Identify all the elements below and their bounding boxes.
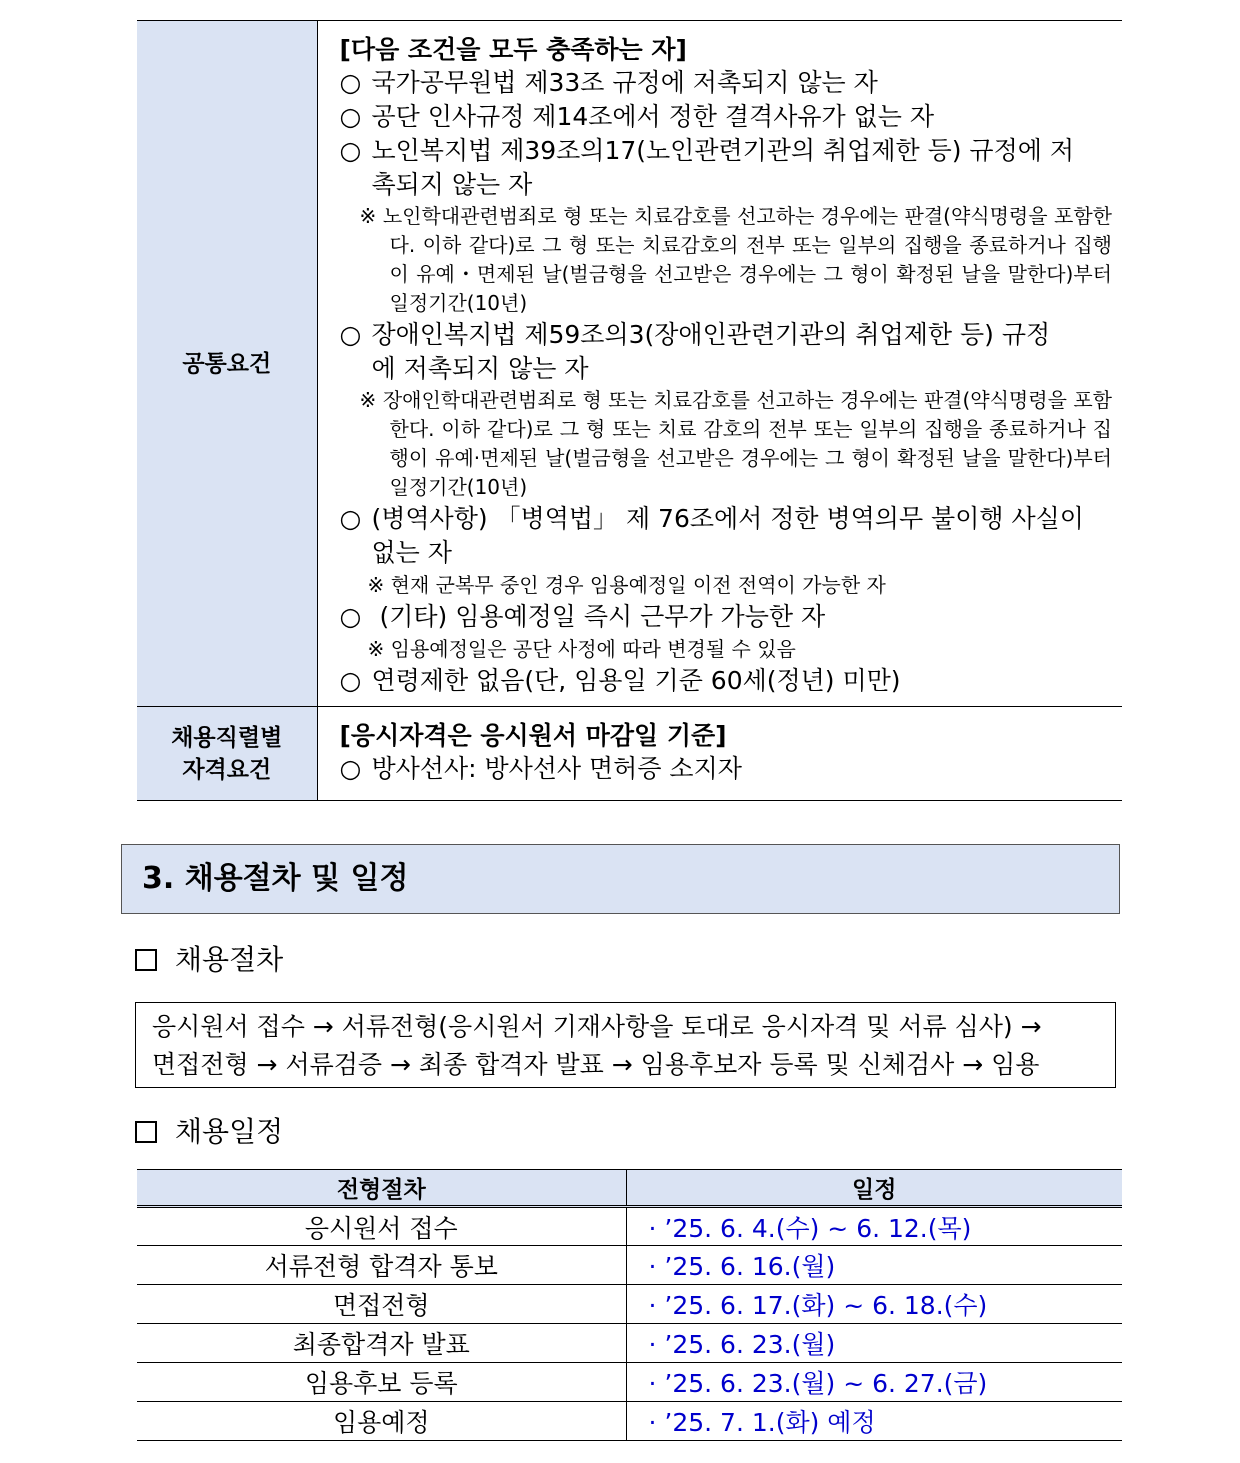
table-row [137, 1246, 1122, 1285]
job-requirements-label: 채용직렬별 자격요건 [137, 707, 317, 801]
circle-bullet: ○ [339, 68, 362, 97]
circle-bullet: ○ [339, 666, 362, 695]
schedule-date: · ’25. 6. 23.(월) [626, 1324, 1122, 1363]
requirement-item: ○ (병역사항) 「병역법」 제 76조에서 정한 병역의무 불이행 사실이 없는 자 [339, 504, 1084, 567]
schedule-date: · ’25. 6. 23.(월) ~ 6. 27.(금) [626, 1363, 1122, 1402]
procedure-line: 응시원서 접수 → 서류전형(응시원서 기재사항을 토대로 응시자격 및 서류 심사) → [152, 1012, 1042, 1041]
requirement-item: ○ 국가공무원법 제33조 규정에 저촉되지 않는 자 [340, 66, 1113, 100]
schedule-step: 응시원서 접수 [137, 1207, 626, 1246]
job-requirements-row [137, 707, 1122, 801]
schedule-table [137, 1169, 1122, 1441]
note-mark: ※ [359, 388, 377, 412]
schedule-date: · ’25. 7. 1.(화) 예정 [626, 1402, 1122, 1441]
table-row [137, 1207, 1122, 1246]
common-requirements-content [317, 21, 1122, 707]
common-requirements-label: 공통요건 [137, 21, 317, 707]
schedule-date: · ’25. 6. 17.(화) ~ 6. 18.(수) [626, 1285, 1122, 1324]
circle-bullet: ○ [339, 602, 362, 631]
checkbox-square-icon [135, 1121, 157, 1143]
procedure-box [135, 1002, 1116, 1088]
table-row [137, 1363, 1122, 1402]
procedure-subtitle: 채용절차 [135, 942, 283, 978]
note-mark: ※ [367, 637, 385, 661]
schedule-date: · ’25. 6. 16.(월) [626, 1246, 1122, 1285]
section-heading: 3. 채용절차 및 일정 [121, 844, 1120, 914]
column-header-date: 일정 [626, 1170, 1122, 1207]
job-requirements-heading: [응시자격은 응시원서 마감일 기준] [339, 721, 727, 750]
circle-bullet: ○ [339, 320, 362, 349]
column-header-step: 전형절차 [137, 1170, 626, 1207]
schedule-step: 임용후보 등록 [137, 1363, 626, 1402]
circle-bullet: ○ [339, 136, 362, 165]
requirement-note: ※ 노인학대관련범죄로 형 또는 치료감호를 선고하는 경우에는 판결(약식명령을 포함한다. 이하 같다)로 그 형 또는 치료감호의 전부 또는 일부의 집행을 종료하거나 집행이 유예・면제된 날(벌금형을 선고받은 경우에는 그 형이 확정된 날을 말한다)부터 일정기간(10년) [359, 204, 1112, 315]
procedure-line: 면접전형 → 서류검증 → 최종 합격자 발표 → 임용후보자 등록 및 신체검사 → 임용 [152, 1050, 1040, 1079]
schedule-step: 면접전형 [137, 1285, 626, 1324]
note-mark: ※ [359, 204, 377, 228]
schedule-date: · ’25. 6. 4.(수) ~ 6. 12.(목) [626, 1207, 1122, 1246]
requirement-item: ○ 연령제한 없음(단, 임용일 기준 60세(정년) 미만) [340, 664, 1113, 698]
common-requirements-heading: [다음 조건을 모두 충족하는 자] [339, 35, 687, 64]
requirement-item: ○ 노인복지법 제39조의17(노인관련기관의 취업제한 등) 규정에 저촉되지 않는 자 [339, 136, 1074, 199]
requirements-table [137, 20, 1122, 801]
table-row [137, 1285, 1122, 1324]
requirement-note: ※ 현재 군복무 중인 경우 임용예정일 이전 전역이 가능한 자 [367, 573, 886, 597]
schedule-step: 최종합격자 발표 [137, 1324, 626, 1363]
requirement-item: ○ 장애인복지법 제59조의3(장애인관련기관의 취업제한 등) 규정에 저촉되지 않는 자 [339, 320, 1051, 383]
schedule-header-row [137, 1170, 1122, 1207]
requirement-note: ※ 장애인학대관련범죄로 형 또는 치료감호를 선고하는 경우에는 판결(약식명령을 포함한다. 이하 같다)로 그 형 또는 치료 감호의 전부 또는 일부의 집행을 종료하거나 집행이 유예·면제된 날(벌금형을 선고받은 경우에는 그 형이 확정된 날을 말한다)부터 일정기간(10년) [359, 388, 1112, 499]
job-requirements-content [317, 707, 1122, 801]
requirement-item: ○ (기타) 임용예정일 즉시 근무가 가능한 자 [340, 600, 1113, 634]
schedule-subtitle: 채용일정 [135, 1114, 283, 1150]
circle-bullet: ○ [339, 102, 362, 131]
table-row [137, 1324, 1122, 1363]
common-requirements-row [137, 21, 1122, 707]
table-row [137, 1402, 1122, 1441]
checkbox-square-icon [135, 949, 157, 971]
schedule-step: 서류전형 합격자 통보 [137, 1246, 626, 1285]
circle-bullet: ○ [339, 754, 362, 783]
schedule-step: 임용예정 [137, 1402, 626, 1441]
circle-bullet: ○ [339, 504, 362, 533]
note-mark: ※ [367, 573, 385, 597]
requirement-note: ※ 임용예정일은 공단 사정에 따라 변경될 수 있음 [367, 637, 796, 661]
requirement-item: ○ 방사선사: 방사선사 면허증 소지자 [340, 752, 1113, 786]
requirement-item: ○ 공단 인사규정 제14조에서 정한 결격사유가 없는 자 [340, 100, 1113, 134]
